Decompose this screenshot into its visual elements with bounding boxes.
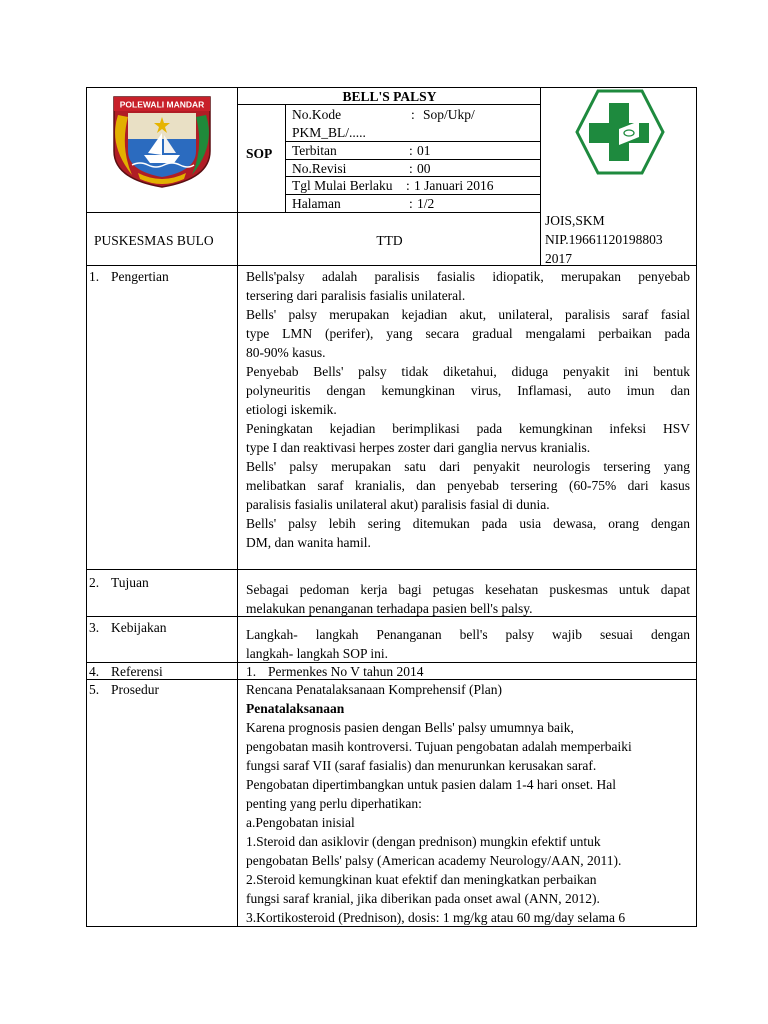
field-label-no-revisi: No.Revisi bbox=[292, 161, 347, 176]
section-number: 1. bbox=[89, 269, 100, 284]
field-value-terbitan: 01 bbox=[417, 143, 431, 158]
section-number: 5. bbox=[89, 682, 100, 697]
text-line: etiologi iskemik. bbox=[246, 402, 337, 417]
text-line: 2.Steroid kemungkinan kuat efektif dan meningkatkan perbaikan bbox=[246, 872, 597, 887]
kebijakan-text bbox=[246, 625, 690, 663]
text-line: DM, dan wanita hamil. bbox=[246, 535, 371, 550]
subheading-penatalaksanaan: Penatalaksanaan bbox=[246, 701, 345, 716]
signer-name: JOIS,SKM bbox=[545, 213, 605, 228]
table-border-left bbox=[86, 87, 87, 927]
field-label-kode-cont: PKM_BL/..... bbox=[292, 125, 366, 140]
text-line: langkah- langkah SOP ini. bbox=[246, 646, 388, 661]
text-line: Bells'palsy adalah paralisis fasialis idiopatik, merupakan penyebab bbox=[246, 269, 690, 284]
text-line: polyneuritis dengan kemungkinan virus, Inflamasi, auto imun dan bbox=[246, 383, 690, 398]
referensi-item-number: 1. bbox=[246, 664, 257, 679]
field-label-terbitan: Terbitan bbox=[292, 143, 337, 158]
section-number: 4. bbox=[89, 664, 100, 679]
pengertian-text bbox=[246, 267, 690, 552]
signer-nip-cont: 2017 bbox=[545, 251, 572, 266]
text-line: 80-90% kasus. bbox=[246, 345, 326, 360]
signer-nip: NIP.19661120198803 bbox=[545, 232, 663, 247]
text-line: Pengobatan dipertimbangkan untuk pasien dalam 1-4 hari onset. Hal bbox=[246, 777, 617, 792]
text-line: melibatkan saraf kranialis, dan penyebab tersering (60-75% dari kasus bbox=[246, 478, 690, 493]
text-line: Karena prognosis pasien dengan Bells' palsy umumnya baik, bbox=[246, 720, 574, 735]
text-line: melakukan penanganan terhadapa pasien bell's palsy. bbox=[246, 601, 533, 616]
section-number: 2. bbox=[89, 575, 100, 590]
text-line: penting yang perlu diperhatikan: bbox=[246, 796, 422, 811]
section-label-kebijakan: Kebijakan bbox=[111, 620, 167, 635]
field-label-halaman: Halaman bbox=[292, 196, 341, 211]
puskesmas-name: PUSKESMAS BULO bbox=[94, 233, 214, 248]
field-sep: : bbox=[409, 143, 413, 158]
text-line: Peningkatan kejadian berimplikasi pada kemungkinan infeksi HSV bbox=[246, 421, 690, 436]
table-border-right bbox=[696, 87, 697, 927]
text-line: a.Pengobatan inisial bbox=[246, 815, 355, 830]
sop-label: SOP bbox=[246, 146, 273, 161]
field-sep: : bbox=[409, 196, 413, 211]
text-line: Bells' palsy merupakan kejadian akut, unilateral, paralisis saraf fasial bbox=[246, 307, 690, 322]
section-label-tujuan: Tujuan bbox=[111, 575, 149, 590]
field-sep: : bbox=[409, 161, 413, 176]
text-line: type I dan reaktivasi herpes zoster dari ganglia nervus kranialis. bbox=[246, 440, 591, 455]
section-label-referensi: Referensi bbox=[111, 664, 163, 679]
text-line: fungsi saraf kranial, jika diberikan pada onset awal (ANN, 2012). bbox=[246, 891, 600, 906]
field-sep: : bbox=[406, 178, 410, 193]
field-label-tgl-mulai: Tgl Mulai Berlaku bbox=[292, 178, 393, 193]
divider bbox=[86, 265, 697, 266]
ttd-label: TTD bbox=[376, 233, 403, 248]
emblem-banner-text: POLEWALI MANDAR bbox=[119, 99, 205, 110]
section-label-prosedur: Prosedur bbox=[111, 682, 159, 697]
referensi-item: Permenkes No V tahun 2014 bbox=[268, 664, 424, 679]
text-line: type LMN (perifer), yang secara gradual mengalami perbaikan pada bbox=[246, 326, 690, 341]
section-number: 3. bbox=[89, 620, 100, 635]
polewali-mandar-emblem bbox=[108, 93, 216, 189]
field-value-halaman: 1/2 bbox=[417, 196, 435, 211]
text-line: Sebagai pedoman kerja bagi petugas kesehatan puskesmas untuk dapat bbox=[246, 582, 690, 597]
text-line: fungsi saraf VII (saraf fasialis) dan menurunkan kerusakan saraf. bbox=[246, 758, 597, 773]
divider bbox=[285, 104, 286, 212]
text-line: paralisis fasialis unilateral akut) paralisis fasial di dunia. bbox=[246, 497, 550, 512]
field-value-no-kode: Sop/Ukp/ bbox=[423, 107, 475, 122]
prosedur-text bbox=[246, 680, 690, 927]
field-label-no-kode: No.Kode bbox=[292, 107, 342, 122]
tujuan-text bbox=[246, 580, 690, 618]
text-line: Langkah- langkah Penanganan bell's palsy wajib sesuai dengan bbox=[246, 627, 690, 642]
divider bbox=[86, 569, 697, 570]
field-value-tgl-mulai: 1 Januari 2016 bbox=[414, 178, 494, 193]
text-line: Bells' palsy merupakan satu dari penyakit neurologis tersering yang bbox=[246, 459, 690, 474]
field-value-no-revisi: 00 bbox=[417, 161, 431, 176]
text-line: tersering dari paralisis fasialis unilateral. bbox=[246, 288, 466, 303]
text-line: pengobatan Bells' palsy (American academy Neurology/AAN, 2011). bbox=[246, 853, 622, 868]
puskesmas-logo bbox=[565, 89, 675, 175]
text-line: Rencana Penatalaksanaan Komprehensif (Plan) bbox=[246, 682, 503, 697]
document-title: BELL'S PALSY bbox=[342, 89, 437, 104]
field-sep: : bbox=[411, 107, 415, 122]
section-label-pengertian: Pengertian bbox=[111, 269, 169, 284]
text-line: Bells' palsy lebih sering ditemukan pada usia dewasa, orang dengan bbox=[246, 516, 690, 531]
text-line: Penyebab Bells' palsy tidak diketahui, diduga penyakit ini bentuk bbox=[246, 364, 690, 379]
text-line: 1.Steroid dan asiklovir (dengan prednison) mungkin efektif untuk bbox=[246, 834, 601, 849]
text-line: 3.Kortikosteroid (Prednison), dosis: 1 mg/kg atau 60 mg/day selama 6 bbox=[246, 910, 626, 925]
divider bbox=[237, 265, 238, 927]
text-line: pengobatan masih kontroversi. Tujuan pengobatan adalah memperbaiki bbox=[246, 739, 632, 754]
